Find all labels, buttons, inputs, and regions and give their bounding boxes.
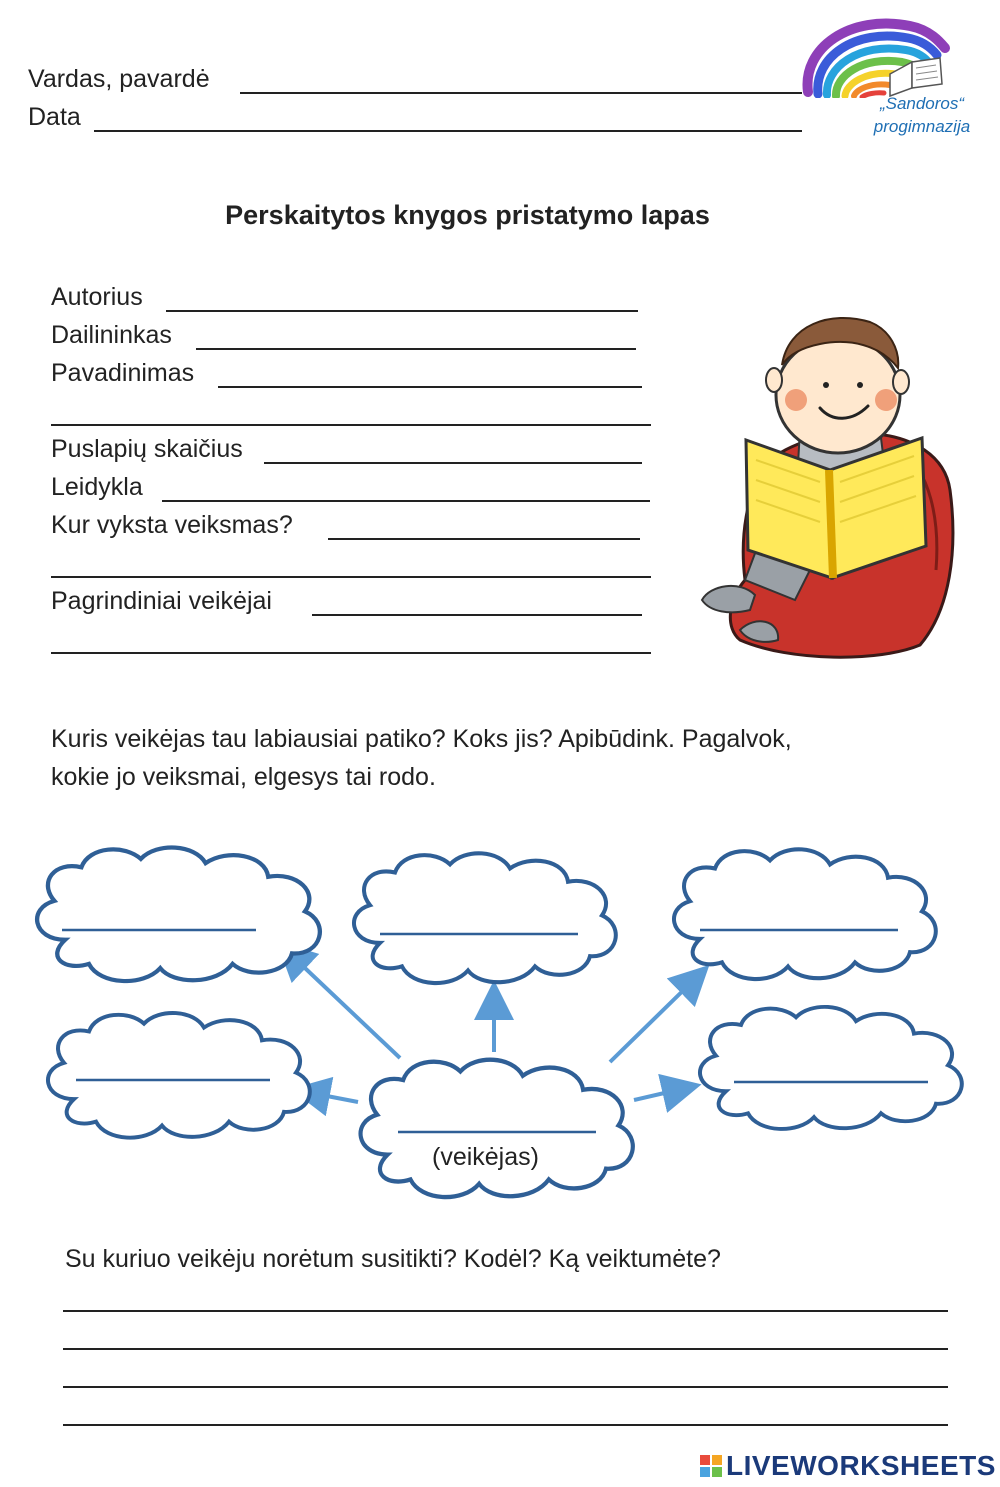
cloud-middle-left[interactable] [48, 1013, 310, 1138]
field-publisher-label: Leidykla [51, 473, 143, 501]
field-pages-label: Puslapių skaičius [51, 435, 243, 463]
field-publisher-line[interactable] [162, 500, 650, 502]
cloud-top-right[interactable] [674, 849, 936, 979]
liveworksheets-brand: LIVEWORKSHEETS [726, 1450, 996, 1481]
cloud-top-center[interactable] [354, 853, 616, 983]
arrow-to-middle-left [306, 1092, 358, 1102]
page-title: Perskaitytos knygos pristatymo lapas [225, 200, 710, 230]
arrow-to-top-right [610, 976, 698, 1062]
field-illustrator-line[interactable] [196, 348, 636, 350]
school-logo [790, 8, 990, 98]
date-input-line[interactable] [94, 130, 802, 132]
answer-line-4[interactable] [63, 1424, 948, 1426]
field-characters-line[interactable] [312, 614, 642, 616]
name-input-line[interactable] [240, 92, 802, 94]
field-characters-extra-line[interactable] [51, 652, 651, 654]
field-title-line[interactable] [218, 386, 642, 388]
rainbow-logo-icon [790, 8, 990, 98]
field-author-label: Autorius [51, 283, 143, 311]
field-author-line[interactable] [166, 310, 638, 312]
field-setting-label: Kur vyksta veiksmas? [51, 511, 293, 539]
boy-reading-illustration [700, 310, 960, 670]
cloud-top-left[interactable] [37, 848, 320, 982]
arrow-to-middle-right [634, 1088, 686, 1100]
field-setting-line[interactable] [328, 538, 640, 540]
field-illustrator-label: Dailininkas [51, 321, 172, 349]
field-pages-line[interactable] [264, 462, 642, 464]
question1-line2: kokie jo veiksmai, elgesys tai rodo. [51, 763, 436, 791]
date-label: Data [28, 103, 81, 131]
field-title-label: Pavadinimas [51, 359, 195, 387]
date-row [28, 102, 81, 132]
liveworksheets-watermark [700, 1450, 996, 1482]
answer-line-3[interactable] [63, 1386, 948, 1388]
question1-line1: Kuris veikėjas tau labiausiai patiko? Koks jis? Apibūdink. Pagalvok, [51, 725, 792, 753]
name-row [28, 64, 210, 94]
field-title-extra-line[interactable] [51, 424, 651, 426]
question1 [51, 720, 792, 796]
school-name-line2: progimnazija [873, 117, 971, 136]
school-name-line1: „Sandoros“ [879, 94, 965, 113]
center-cloud-label: (veikėjas) [432, 1143, 539, 1171]
answer-line-2[interactable] [63, 1348, 948, 1350]
cloud-middle-right[interactable] [700, 1007, 962, 1129]
question2: Su kuriuo veikėju norėtum susitikti? Kodėl? Ką veiktumėte? [65, 1245, 721, 1273]
boy-reading-book-icon [700, 310, 960, 670]
school-name [862, 92, 982, 138]
field-characters-label: Pagrindiniai veikėjai [51, 587, 272, 615]
liveworksheets-logo-icon [700, 1455, 722, 1477]
name-label: Vardas, pavardė [28, 65, 210, 93]
field-setting-extra-line[interactable] [51, 576, 651, 578]
cloud-center[interactable] [361, 1060, 633, 1197]
answer-line-1[interactable] [63, 1310, 948, 1312]
